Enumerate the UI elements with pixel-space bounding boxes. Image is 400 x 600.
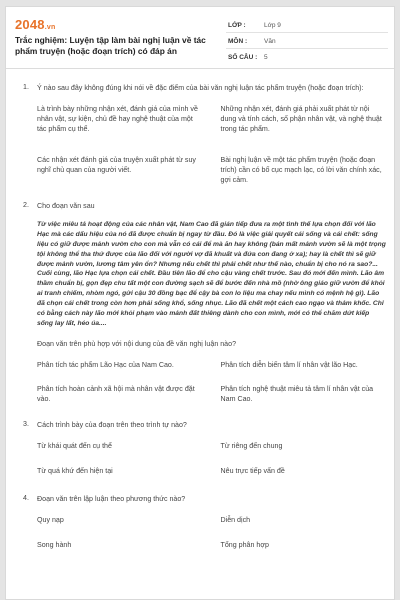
question-1 <box>6 83 395 185</box>
question-number: 3. <box>23 420 29 429</box>
info-value: 5 <box>264 54 268 61</box>
answer-option-c[interactable]: Phân tích hoàn cảnh xã hội mà nhân vật được đặt vào. <box>37 384 195 403</box>
page-title: Trắc nghiệm: Luyện tập làm bài nghị luận về tác phẩm truyện (hoặc đoạn trích) có đáp án <box>15 35 206 56</box>
answer-options <box>37 360 386 405</box>
info-row-question-count <box>226 49 388 65</box>
question-prompt: Đoạn văn trên phù hợp với nội dung của đề văn nghị luận nào? <box>37 339 237 348</box>
question-4 <box>6 494 395 550</box>
question-3 <box>6 420 395 476</box>
answer-options <box>37 515 386 550</box>
answer-option-a[interactable]: Phân tích tác phẩm Lão Hạc của Nam Cao. <box>37 360 174 369</box>
logo-domain: .vn <box>44 24 56 31</box>
questions-list <box>6 83 395 550</box>
question-text: Ý nào sau đây không đúng khi nói về đặc điểm của bài văn nghị luận tác phẩm truyện (hoặc đoạn trích): <box>37 84 364 92</box>
info-row-subject <box>226 33 388 49</box>
reading-passage: Từ việc miêu tả hoạt động của các nhân vật, Nam Cao đã gián tiếp đưa ra một tình thế lựa chọn đối với lão Hạc mà các dấu hiệu của nó đã được chuẩn bị ngay từ đầu. Đó là việc giải quyết cái sống và cái chết: sống liệu có giữ được mảnh vườn cho con mà vẫn có cái để mà ăn hay không (bán mất mảnh vườn sẽ là một trọng tội không thể tha thứ được của lão đối với người vợ đã khuất và đứa con đang ở xa); hay là chết thì sẽ giữ được mảnh vườn, lương tâm yên ổn? Nhưng nếu chết thì phải chết như thế nào, chuẩn bị cho nó ra sao?... Cuối cùng, lão Hạc lựa chọn cái chết. Đầu tiên lão để cho cậu vàng chết trước. Sau đó mới đến mình. Lão âm thầm chuẩn bị, gọn đẹp chu tất một con đường sạch sẽ để bước đến nhà mồ (nhờ ông giáo giữ vườn để khỏi ai tranh chiếm, nhòm ngó, gửi cậu 30 đồng bạc để cậy bà con lo liệu ma chay nếu mình có mệnh hệ gì). Lão đã chọn cái chết trong còn hơn phải sống khổ, sống nhục. Lão đã chết một cách cao ngạo và thảm khốc. Chỉ có bằng cách này lão mới khỏi phạm vào mảnh đất thiêng dành cho con mình, mới có thể chăm dứt kiếp sống lay lất, héo úa.... <box>37 221 386 327</box>
question-text: Đoạn văn trên lập luận theo phương thức nào? <box>37 494 186 503</box>
answer-option-c[interactable]: Các nhận xét đánh giá của truyện xuất phát từ suy nghĩ chủ quan của người viết. <box>37 155 196 174</box>
answer-option-b[interactable]: Phân tích diễn biến tâm lí nhân vật lão Hạc. <box>220 360 358 369</box>
info-row-grade <box>226 17 388 33</box>
info-label: LỚP : <box>228 22 246 29</box>
info-label: MÔN : <box>228 38 248 45</box>
answer-option-d[interactable]: Bài nghị luận về một tác phẩm truyện (hoặc đoạn trích) cần có bố cục mạch lạc, có lời văn chính xác, gợi cảm. <box>220 155 382 185</box>
question-number: 1. <box>23 83 29 91</box>
worksheet-header <box>6 7 394 69</box>
site-logo[interactable]: 2048.vn <box>15 17 56 32</box>
info-value: Lớp 9 <box>264 22 281 29</box>
question-number: 2. <box>23 201 29 210</box>
question-2 <box>6 201 395 404</box>
answer-option-a[interactable]: Là trình bày những nhận xét, đánh giá của mình về nhân vật, sự kiện, chủ đề hay nghệ thuật của một tác phẩm cụ thể. <box>37 105 198 134</box>
answer-option-b[interactable]: Từ riêng đến chung <box>220 442 283 451</box>
worksheet-page <box>5 6 395 600</box>
question-number: 4. <box>23 493 29 502</box>
info-value: Văn <box>264 38 276 45</box>
answer-options <box>37 104 386 185</box>
answer-option-c[interactable]: Song hành <box>37 540 72 549</box>
answer-option-a[interactable]: Từ khái quát đến cụ thể <box>37 442 112 451</box>
answer-option-b[interactable]: Diễn dịch <box>220 515 251 524</box>
answer-option-a[interactable]: Quy nạp <box>37 515 64 524</box>
answer-options <box>37 441 386 476</box>
info-label: SỐ CÂU : <box>228 54 258 61</box>
answer-option-b[interactable]: Những nhận xét, đánh giá phải xuất phát từ nội dung và tính cách, số phận nhân vật, và nghệ thuật trong tác phẩm. <box>220 105 382 134</box>
question-text: Cách trình bày của đoạn trên theo trình tự nào? <box>37 421 187 430</box>
answer-option-c[interactable]: Từ quá khứ đến hiện tại <box>37 467 113 476</box>
answer-option-d[interactable]: Tổng phân hợp <box>220 540 269 549</box>
answer-option-d[interactable]: Phân tích nghệ thuật miêu tả tâm lí nhân vật của Nam Cao. <box>220 384 374 403</box>
question-text: Cho đoạn văn sau <box>37 202 95 211</box>
info-table <box>226 17 388 65</box>
answer-option-d[interactable]: Nêu trực tiếp vấn đề <box>220 467 285 476</box>
